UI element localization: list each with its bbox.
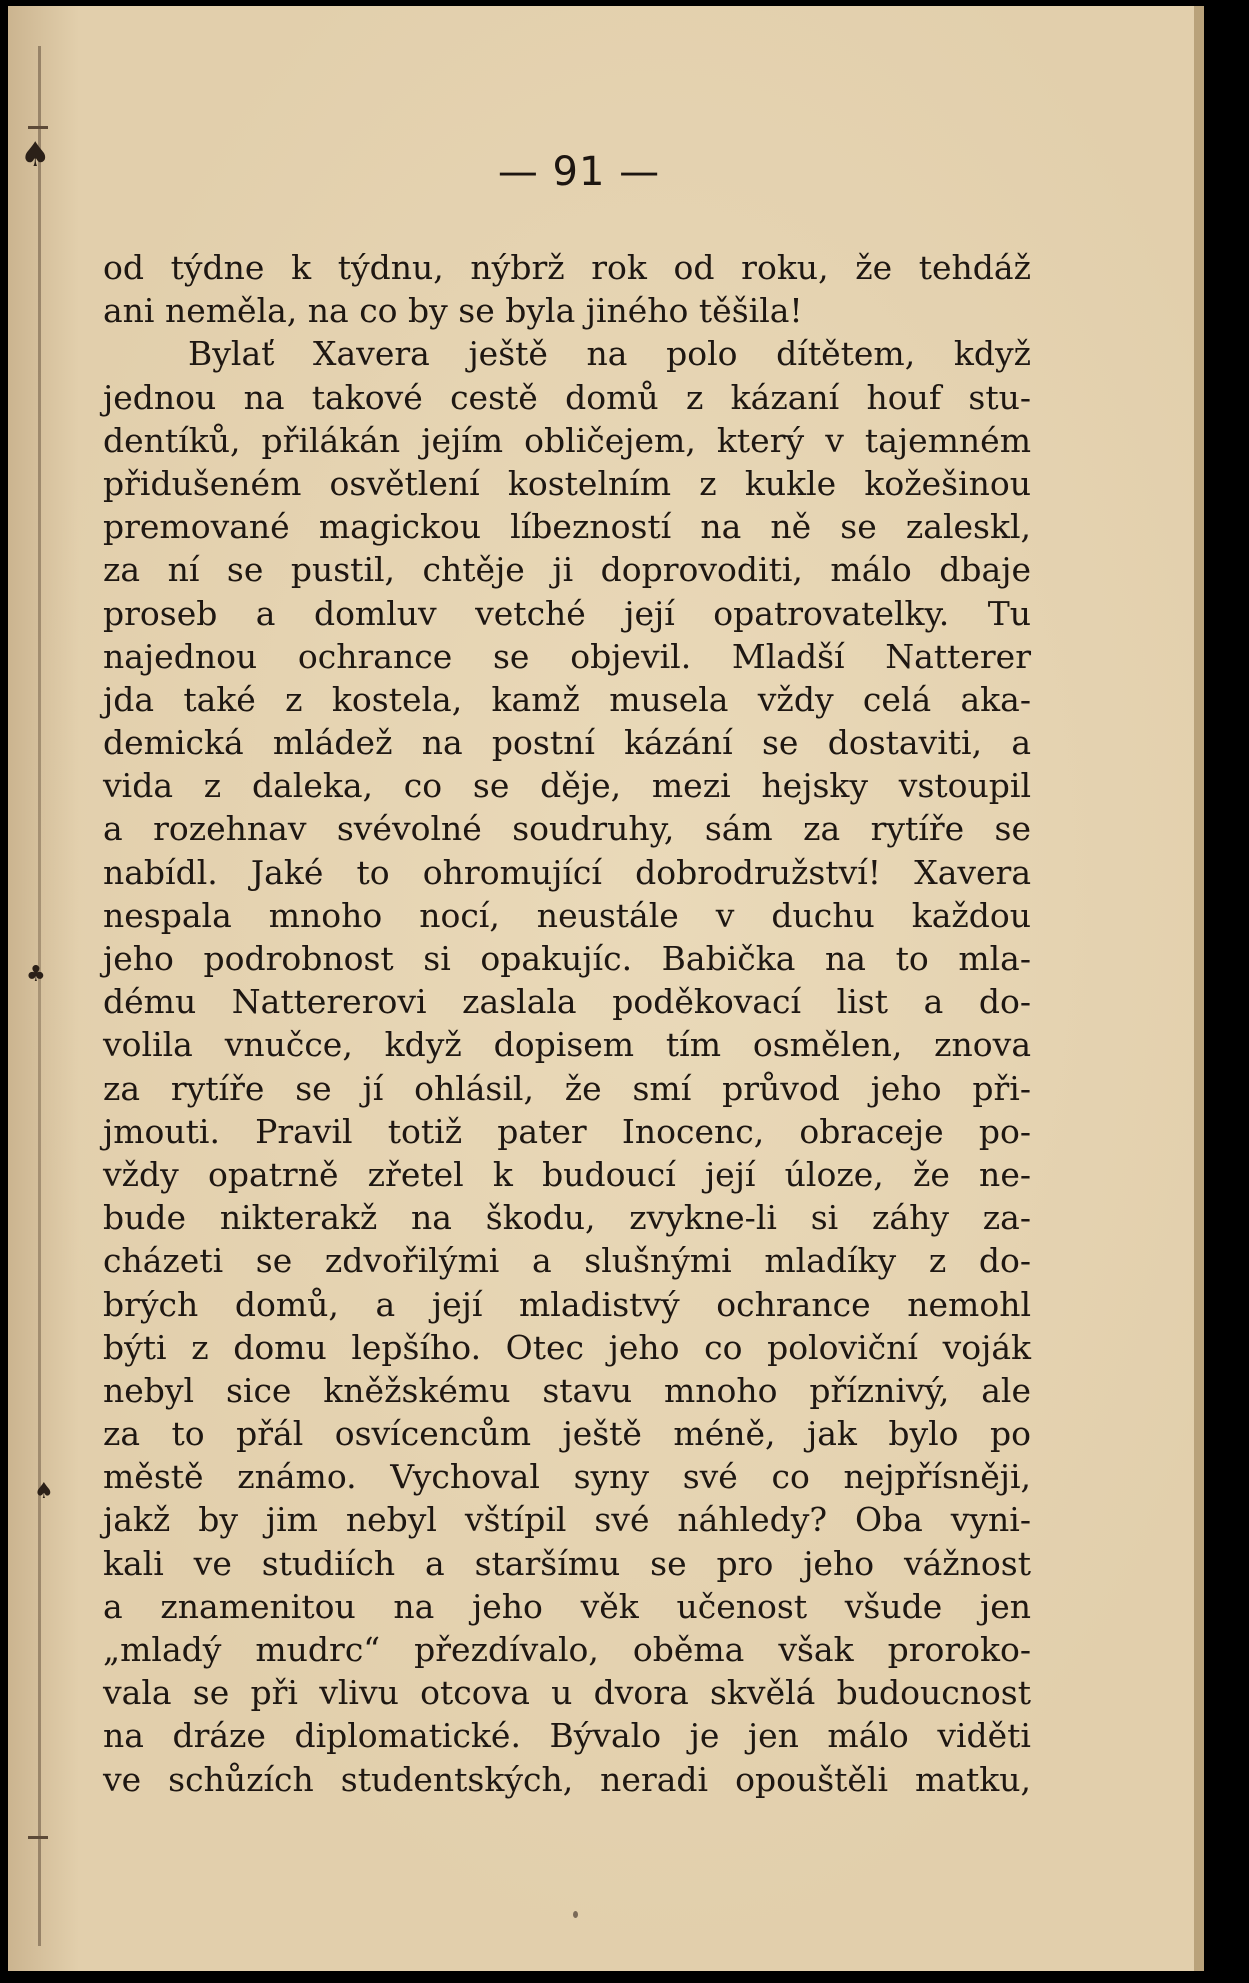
text-line: nespala mnoho nocí, neustále v duchu každou [103,895,1031,935]
text-line: na dráze diplomatické. Bývalo je jen málo viděti [103,1716,1031,1756]
text-line: ve schůzích studentských, neradi opouštěli matku, [103,1759,1031,1799]
text-line: volila vnučce, když dopisem tím osmělen, znova [103,1025,1031,1065]
text-line: jeho podrobnost si opakujíc. Babička na to mla- [103,939,1031,978]
text-line: brých domů, a její mladistvý ochrance nemohl [103,1284,1031,1324]
text-line: za rytíře se jí ohlásil, že smí průvod jeho při- [103,1068,1031,1108]
text-line: a rozehnav svévolné soudruhy, sám za rytíře se [103,809,1031,849]
body-text [103,246,1031,1801]
text-line: přidušeném osvětlení kostelním z kukle kožešinou [103,463,1031,503]
paper-speck [573,1911,578,1918]
binding-tick [28,126,48,129]
text-line: kali ve studiích a staršímu se pro jeho vážnost [103,1543,1031,1583]
text-line: a znamenitou na jeho věk učenost všude jen [103,1586,1031,1626]
text-line: najednou ochrance se objevil. Mladší Natterer [103,636,1031,676]
page-number: — 91 — [497,149,661,195]
text-line: jda také z kostela, kamž musela vždy celá aka- [103,679,1031,719]
text-line: demická mládež na postní kázání se dostaviti, a [103,723,1031,763]
text-line: vida z daleka, co se děje, mezi hejsky vstoupil [103,766,1031,806]
text-line: vždy opatrně zřetel k budoucí její úloze, že ne- [103,1154,1031,1194]
text-line: dentíků, přilákán jejím obličejem, který v tajemném [103,420,1031,460]
text-line: Bylať Xavera ještě na polo dítětem, když [188,334,1031,374]
text-line: proseb a domluv vetché její opatrovatelky. Tu [103,593,1031,633]
margin-mark-icon: ♠ [20,135,51,175]
text-line: za ní se pustil, chtěje ji doprovoditi, málo dbaje [103,550,1031,590]
text-line: dému Nattererovi zaslala poděkovací list a do- [103,982,1031,1022]
text-line: premované magickou líbezností na ně se zaleskl, [103,507,1031,547]
text-line: „mladý mudrc“ přezdívalo, oběma však proroko- [103,1630,1031,1669]
book-page [8,6,1204,1971]
text-line: jmouti. Pravil totiž pater Inocenc, obraceje po- [103,1111,1031,1151]
text-line: nebyl sice kněžskému stavu mnoho příznivý, ale [103,1370,1031,1410]
text-line: městě známo. Vychoval syny své co nejpřísněji, [103,1457,1031,1497]
text-line: cházeti se zdvořilými a slušnými mladíky z do- [103,1241,1031,1281]
binding-edge [38,46,41,1946]
binding-tick [28,1836,48,1839]
margin-mark-icon: ♠ [34,1479,54,1504]
margin-mark-icon: ♣ [26,962,46,987]
text-line: vala se při vlivu otcova u dvora skvělá budoucnost [103,1673,1031,1713]
text-line: ani neměla, na co by se byla jiného těšila! [103,291,803,331]
text-line: býti z domu lepšího. Otec jeho co poloviční voják [103,1327,1031,1367]
text-line: od týdne k týdnu, nýbrž rok od roku, že tehdáž [103,248,1031,287]
text-line: za to přál osvícencům ještě méně, jak bylo po [103,1414,1031,1454]
text-line: jakž by jim nebyl vštípil své náhledy? Oba vyni- [103,1500,1031,1540]
text-line: bude nikterakž na škodu, zvykne-li si záhy za- [103,1198,1031,1238]
text-line: nabídl. Jaké to ohromující dobrodružství! Xavera [103,852,1031,892]
text-line: jednou na takové cestě domů z kázaní houf stu- [103,377,1031,417]
